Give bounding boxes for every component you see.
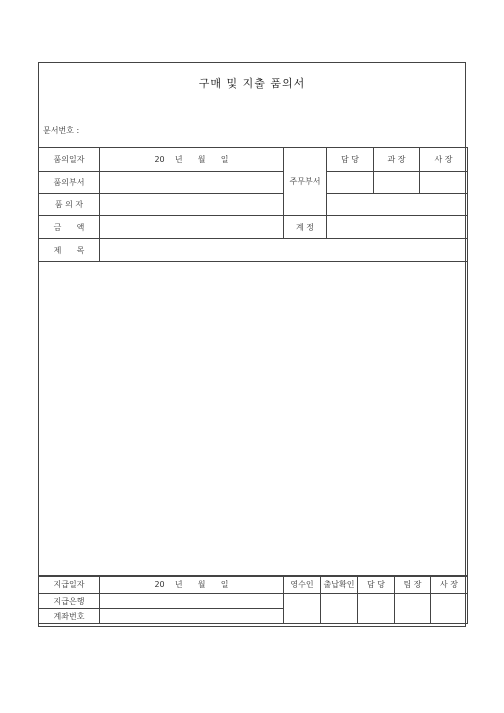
disbursement-check-header: 출납확인	[321, 576, 358, 594]
receiver-sign[interactable]	[284, 594, 321, 624]
receiver-header: 영수인	[284, 576, 321, 594]
request-dept-label: 품의부서	[39, 172, 100, 194]
approval-blank-cell	[327, 194, 468, 216]
request-dept-value[interactable]	[100, 172, 284, 194]
payment-date-value[interactable]: 20 년 월 일	[100, 576, 284, 594]
approval-president-sign[interactable]	[420, 172, 468, 194]
account-no-value[interactable]	[100, 609, 284, 624]
account-no-label: 계좌번호	[39, 609, 100, 624]
approval-section-chief-sign[interactable]	[374, 172, 420, 194]
payment-team-leader-sign[interactable]	[395, 594, 431, 624]
requester-label: 품 의 자	[39, 194, 100, 216]
approval-staff-header: 담 당	[327, 148, 374, 172]
account-label: 계 정	[284, 216, 327, 239]
form-frame	[38, 62, 466, 627]
amount-label: 금 액	[39, 216, 100, 239]
payment-staff-header: 담 당	[358, 576, 395, 594]
request-date-label: 품의일자	[39, 148, 100, 172]
amount-value[interactable]	[100, 216, 284, 239]
payment-president-header: 사 장	[431, 576, 468, 594]
requester-value[interactable]	[100, 194, 284, 216]
doc-number-label: 문서번호 :	[43, 126, 80, 135]
form-title: 구매 및 지출 품의서	[198, 77, 306, 90]
account-value[interactable]	[327, 216, 468, 239]
lead-dept-label: 주무부서	[284, 148, 327, 216]
request-table	[38, 147, 468, 577]
payment-table	[38, 575, 468, 624]
request-date-value[interactable]: 20 년 월 일	[100, 148, 284, 172]
payment-team-leader-header: 팀 장	[395, 576, 431, 594]
approval-staff-sign[interactable]	[327, 172, 374, 194]
body-content-area[interactable]	[39, 262, 468, 577]
payment-staff-sign[interactable]	[358, 594, 395, 624]
payment-date-label: 지급일자	[39, 576, 100, 594]
subject-value[interactable]	[100, 239, 468, 262]
bank-value[interactable]	[100, 594, 284, 609]
bank-label: 지급은행	[39, 594, 100, 609]
approval-section-chief-header: 과 장	[374, 148, 420, 172]
approval-president-header: 사 장	[420, 148, 468, 172]
subject-label: 제 목	[39, 239, 100, 262]
disbursement-check-sign[interactable]	[321, 594, 358, 624]
payment-president-sign[interactable]	[431, 594, 468, 624]
